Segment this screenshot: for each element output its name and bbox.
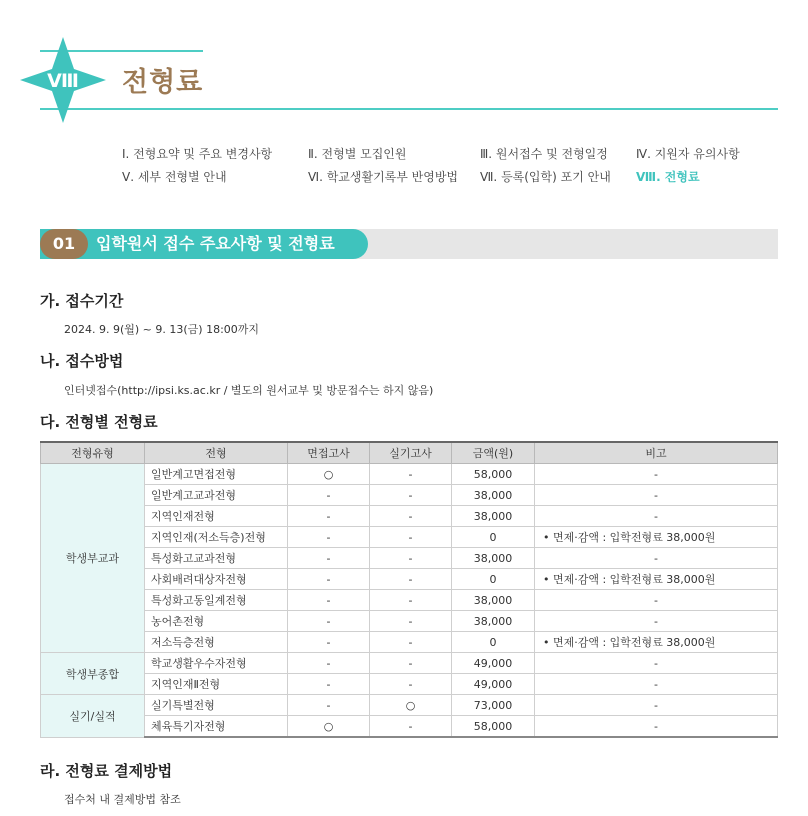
toc-item-7[interactable]: Ⅶ. 등록(입학) 포기 안내	[480, 170, 611, 184]
toc-item-1[interactable]: Ⅰ. 전형요약 및 주요 변경사항	[122, 147, 273, 161]
interview-cell: -	[288, 506, 370, 527]
amount-cell: 0	[452, 569, 535, 590]
practical-cell: -	[370, 716, 452, 738]
note-cell: -	[535, 653, 778, 674]
toc-item-4[interactable]: Ⅳ. 지원자 유의사항	[636, 147, 740, 161]
amount-cell: 58,000	[452, 716, 535, 738]
payment-text: 접수처 내 결제방법 참조	[64, 793, 181, 806]
interview-cell: ○	[288, 716, 370, 738]
practical-cell: -	[370, 611, 452, 632]
track-name-cell: 일반계고면접전형	[145, 464, 288, 485]
practical-cell: -	[370, 485, 452, 506]
period-heading: 가. 접수기간	[40, 292, 124, 310]
toc-item-5[interactable]: Ⅴ. 세부 전형별 안내	[122, 170, 227, 184]
practical-cell: ○	[370, 695, 452, 716]
amount-cell: 0	[452, 632, 535, 653]
note-cell: -	[535, 506, 778, 527]
track-name-cell: 사회배려대상자전형	[145, 569, 288, 590]
note-cell: • 면제·감액 : 입학전형료 38,000원	[535, 569, 778, 590]
interview-cell: -	[288, 632, 370, 653]
table-row	[41, 674, 778, 695]
amount-cell: 49,000	[452, 674, 535, 695]
table-row	[41, 716, 778, 738]
col-note: 비고	[535, 442, 778, 464]
interview-cell: ○	[288, 464, 370, 485]
col-type: 전형유형	[41, 442, 145, 464]
amount-cell: 58,000	[452, 464, 535, 485]
amount-cell: 38,000	[452, 506, 535, 527]
table-row	[41, 590, 778, 611]
note-cell: -	[535, 674, 778, 695]
section-title: 입학원서 접수 주요사항 및 전형료	[96, 234, 335, 253]
track-name-cell: 저소득층전형	[145, 632, 288, 653]
amount-cell: 38,000	[452, 485, 535, 506]
table-row	[41, 569, 778, 590]
group-type-cell: 학생부종합	[41, 653, 145, 695]
table-row	[41, 632, 778, 653]
interview-cell: -	[288, 569, 370, 590]
fees-heading: 다. 전형별 전형료	[40, 413, 158, 431]
note-cell: -	[535, 548, 778, 569]
toc-item-6[interactable]: Ⅵ. 학교생활기록부 반영방법	[308, 170, 459, 184]
amount-cell: 0	[452, 527, 535, 548]
toc-item-8-active[interactable]: Ⅷ. 전형료	[636, 170, 700, 184]
note-cell: -	[535, 695, 778, 716]
table-row	[41, 548, 778, 569]
interview-cell: -	[288, 548, 370, 569]
track-name-cell: 실기특별전형	[145, 695, 288, 716]
interview-cell: -	[288, 527, 370, 548]
table-row	[41, 506, 778, 527]
table-header-row	[41, 442, 778, 464]
practical-cell: -	[370, 653, 452, 674]
note-cell: • 면제·감액 : 입학전형료 38,000원	[535, 527, 778, 548]
practical-cell: -	[370, 527, 452, 548]
track-name-cell: 체육특기자전형	[145, 716, 288, 738]
track-name-cell: 지역인재(저소득층)전형	[145, 527, 288, 548]
amount-cell: 38,000	[452, 611, 535, 632]
fee-table	[40, 441, 778, 738]
practical-cell: -	[370, 548, 452, 569]
note-cell: • 면제·감액 : 입학전형료 38,000원	[535, 632, 778, 653]
table-row	[41, 485, 778, 506]
amount-cell: 73,000	[452, 695, 535, 716]
payment-heading: 라. 전형료 결제방법	[40, 762, 173, 780]
note-cell: -	[535, 590, 778, 611]
chapter-title: 전형료	[122, 67, 204, 98]
practical-cell: -	[370, 674, 452, 695]
table-row	[41, 695, 778, 716]
track-name-cell: 농어촌전형	[145, 611, 288, 632]
practical-cell: -	[370, 464, 452, 485]
period-text: 2024. 9. 9(월) ~ 9. 13(금) 18:00까지	[64, 323, 260, 336]
interview-cell: -	[288, 485, 370, 506]
practical-cell: -	[370, 632, 452, 653]
group-type-cell: 학생부교과	[41, 464, 145, 653]
table-row	[41, 611, 778, 632]
table-row	[41, 653, 778, 674]
interview-cell: -	[288, 653, 370, 674]
interview-cell: -	[288, 695, 370, 716]
toc-item-2[interactable]: Ⅱ. 전형별 모집인원	[308, 147, 407, 161]
interview-cell: -	[288, 590, 370, 611]
amount-cell: 38,000	[452, 548, 535, 569]
note-cell: -	[535, 716, 778, 738]
interview-cell: -	[288, 674, 370, 695]
section-number: 01	[40, 229, 88, 259]
track-name-cell: 지역인재전형	[145, 506, 288, 527]
header-rule-bottom	[40, 108, 778, 110]
note-cell: -	[535, 485, 778, 506]
chapter-star-icon	[20, 37, 106, 123]
col-interview: 면접고사	[288, 442, 370, 464]
practical-cell: -	[370, 506, 452, 527]
track-name-cell: 지역인재Ⅱ전형	[145, 674, 288, 695]
table-row	[41, 527, 778, 548]
interview-cell: -	[288, 611, 370, 632]
amount-cell: 49,000	[452, 653, 535, 674]
note-cell: -	[535, 464, 778, 485]
amount-cell: 38,000	[452, 590, 535, 611]
table-row	[41, 464, 778, 485]
note-cell: -	[535, 611, 778, 632]
chapter-numeral: Ⅷ	[47, 70, 79, 92]
track-name-cell: 일반계고교과전형	[145, 485, 288, 506]
col-amount: 금액(원)	[452, 442, 535, 464]
track-name-cell: 특성화고교과전형	[145, 548, 288, 569]
col-practical: 실기고사	[370, 442, 452, 464]
track-name-cell: 특성화고동일계전형	[145, 590, 288, 611]
group-type-cell: 실기/실적	[41, 695, 145, 738]
practical-cell: -	[370, 569, 452, 590]
practical-cell: -	[370, 590, 452, 611]
track-name-cell: 학교생활우수자전형	[145, 653, 288, 674]
method-heading: 나. 접수방법	[40, 352, 124, 370]
col-name: 전형	[145, 442, 288, 464]
method-text: 인터넷접수(http://ipsi.ks.ac.kr / 별도의 원서교부 및 방문접수는 하지 않음)	[64, 384, 434, 397]
toc-item-3[interactable]: Ⅲ. 원서접수 및 전형일정	[480, 147, 608, 161]
